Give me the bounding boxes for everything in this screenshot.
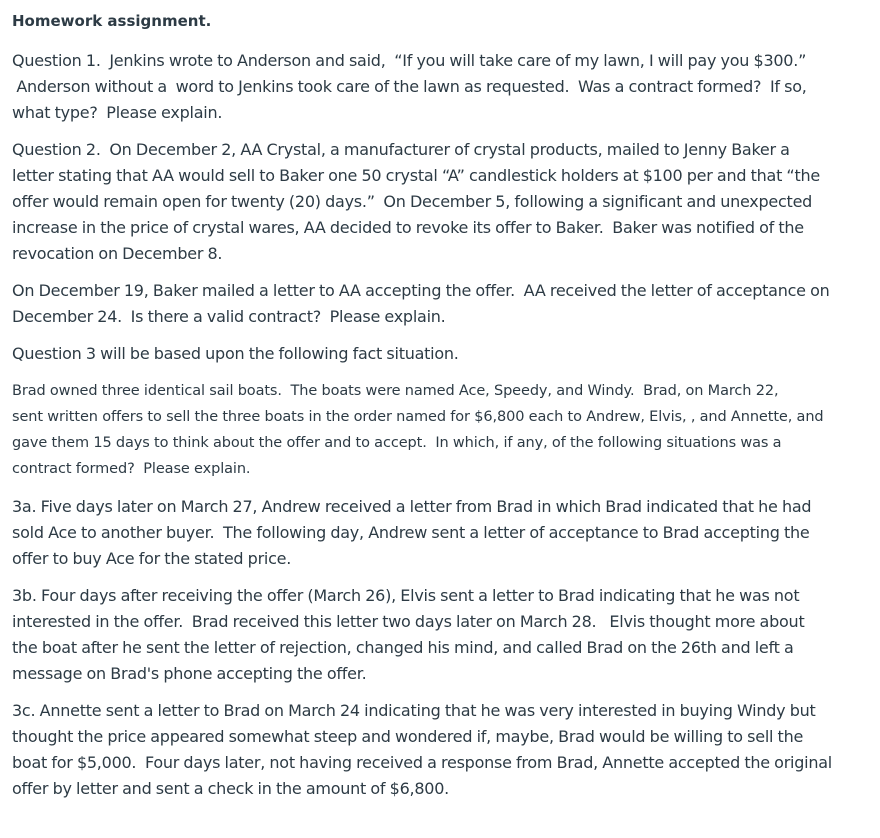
question-3-intro: Question 3 will be based upon the following fact situation. <box>12 344 459 363</box>
question-3a-paragraph: 3a. Five days later on March 27, Andrew received a letter from Brad in which Brad indicated that he had sold Ace to another buyer. The following day, Andrew sent a letter of acceptance to Brad accepting the offer to buy Ace for the stated price. <box>12 497 812 568</box>
question-3b-paragraph: 3b. Four days after receiving the offer (March 26), Elvis sent a letter to Brad indicating that he was not interested in the offer. Brad received this letter two days later on March 28. Elvis thought more about the boat after he sent the letter of rejection, changed his mind, and called Brad on the 26th and left a message on Brad's phone accepting the offer. <box>12 586 805 683</box>
question-3c-paragraph: 3c. Annette sent a letter to Brad on March 24 indicating that he was very interested in buying Windy but thought the price appeared somewhat steep and wondered if, maybe, Brad would be willing to sell the boat for $5,000. Four days later, not having received a response from Brad, Annette accepted the original offer by letter and sent a check in the amount of $6,800. <box>12 701 832 798</box>
question-2-paragraph: Question 2. On December 2, AA Crystal, a manufacturer of crystal products, mailed to Jenny Baker a letter stating that AA would sell to Baker one 50 crystal “A” candlestick holders at $100 per and that “the offer would remain open for twenty (20) days.” On December 5, following a significant and unexpected increase in the price of crystal wares, AA decided to revoke its offer to Baker. Baker was notified of the revocation on December 8. <box>12 140 820 263</box>
fact-situation-paragraph: Brad owned three identical sail boats. The boats were named Ace, Speedy, and Windy. Brad, on March 22, sent written offers to sell the three boats in the order named for $6,800 each to Andrew, Elvis, , and Annette, and gave them 15 days to think about the offer and to accept. In which, if any, of the following situations was a contract formed? Please explain. <box>12 383 824 477</box>
question-1-paragraph: Question 1. Jenkins wrote to Anderson and said, “If you will take care of my lawn, I will pay you $300.” Anderson without a word to Jenkins took care of the lawn as requested. Was a contract formed? If so, what type? Please explain. <box>12 51 807 122</box>
question-2-followup-paragraph: On December 19, Baker mailed a letter to AA accepting the offer. AA received the letter of acceptance on December 24. Is there a valid contract? Please explain. <box>12 281 830 326</box>
document-title: Homework assignment. <box>12 12 212 30</box>
